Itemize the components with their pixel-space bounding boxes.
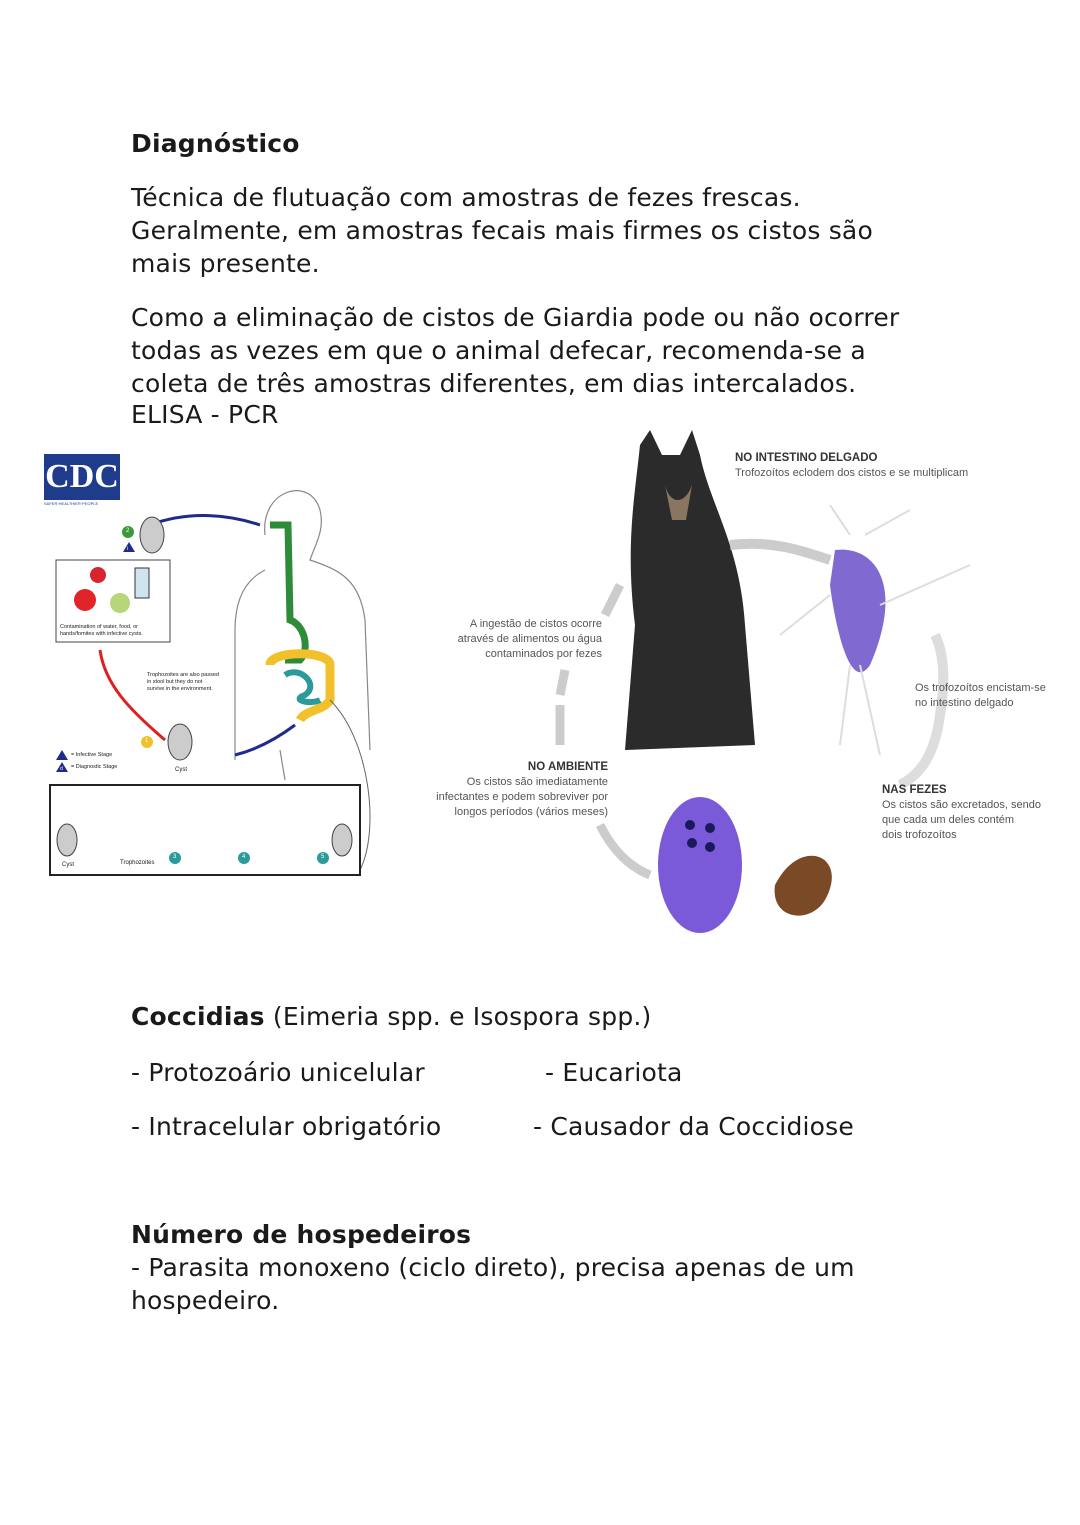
label-ambiente (410, 760, 608, 820)
step-2: 2 (126, 528, 130, 534)
giardia-dog-lifecycle-figure (410, 425, 1080, 945)
paragraph-line: ELISA - PCR (131, 400, 279, 429)
coccidias-subtitle: (Eimeria spp. e Isospora spp.) (264, 1002, 652, 1031)
label-fezes (882, 783, 1080, 843)
trophozoites-label: Trophozoites (120, 860, 155, 866)
list-item: - Intracelular obrigatório (131, 1112, 442, 1141)
intestino-title: NO INTESTINO DELGADO (735, 452, 878, 464)
ambiente-line: Os cistos são imediatamente (466, 776, 608, 788)
list-item: - Eucariota (545, 1058, 683, 1087)
paragraph-line: Técnica de flutuação com amostras de fezes frescas. (131, 183, 801, 212)
ingestao-line: A ingestão de cistos ocorre (469, 618, 602, 630)
contamination-caption: Contamination of water, food, or hands/fomites with infective cysts. (60, 624, 143, 637)
paragraph-line: coleta de três amostras diferentes, em dias intercalados. (131, 369, 857, 398)
paragraph-line: mais presente. (131, 249, 320, 278)
diagnostic-stage-icon: d (60, 766, 63, 772)
cyst-label: Cyst (175, 767, 187, 773)
cdc-tagline: SAFER·HEALTHIER·PEOPLE (44, 501, 99, 506)
fezes-line: Os cistos são excretados, sendo (882, 799, 1041, 811)
fezes-title: NAS FEZES (882, 784, 947, 796)
paragraph-line: hospedeiro. (131, 1286, 280, 1315)
paragraph-line: Geralmente, em amostras fecais mais firmes os cistos são (131, 216, 873, 245)
paragraph-line: - Parasita monoxeno (ciclo direto), precisa apenas de um (131, 1253, 855, 1282)
legend-diagnostic: = Diagnostic Stage (71, 764, 118, 770)
list-item: - Protozoário unicelular (131, 1058, 425, 1087)
paragraph-line: todas as vezes em que o animal defecar, recomenda-se a (131, 336, 866, 365)
coccidias-title: Coccidias (131, 1002, 265, 1031)
cyst-label-bottom: Cyst (62, 862, 74, 868)
ambiente-title: NO AMBIENTE (527, 761, 608, 773)
label-ingestao (430, 617, 602, 662)
paragraph-line: Como a eliminação de cistos de Giardia pode ou não ocorrer (131, 303, 900, 332)
step-4: 4 (242, 854, 246, 860)
cdc-lifecycle-figure (40, 450, 380, 880)
cdc-logo: CDC (44, 454, 120, 500)
section-title-diagnostico: Diagnóstico (131, 129, 300, 158)
fezes-line: dois trofozoítos (882, 829, 957, 841)
ambiente-line: longos períodos (vários meses) (454, 806, 608, 818)
human-body-illustration (40, 450, 380, 880)
label-intestino (735, 451, 1035, 481)
step-5: 5 (321, 854, 325, 860)
section-title-coccidias (131, 1000, 652, 1033)
ingestao-line: através de alimentos ou água (457, 633, 602, 645)
legend-infective: = Infective Stage (71, 752, 113, 758)
intestino-text: Trofozoítos eclodem dos cistos e se multiplicam (735, 467, 969, 479)
encistam-line: Os trofozoítos encistam-se (915, 682, 1046, 694)
step-3: 3 (173, 854, 177, 860)
infective-stage-icon: i (127, 546, 129, 552)
ambiente-line: infectantes e podem sobreviver por (436, 791, 608, 803)
section-title-hospedeiros: Número de hospedeiros (131, 1220, 472, 1249)
step-1: 1 (145, 738, 149, 744)
trophozoite-note: Trophozoites are also passed in stool but they do not survive in the environment. (147, 672, 219, 692)
ingestao-line: contaminados por fezes (485, 648, 602, 660)
list-item: - Causador da Coccidiose (533, 1112, 854, 1141)
encistam-line: no intestino delgado (915, 697, 1014, 709)
label-encistam (915, 681, 1080, 711)
fezes-line: que cada um deles contém (882, 814, 1015, 826)
